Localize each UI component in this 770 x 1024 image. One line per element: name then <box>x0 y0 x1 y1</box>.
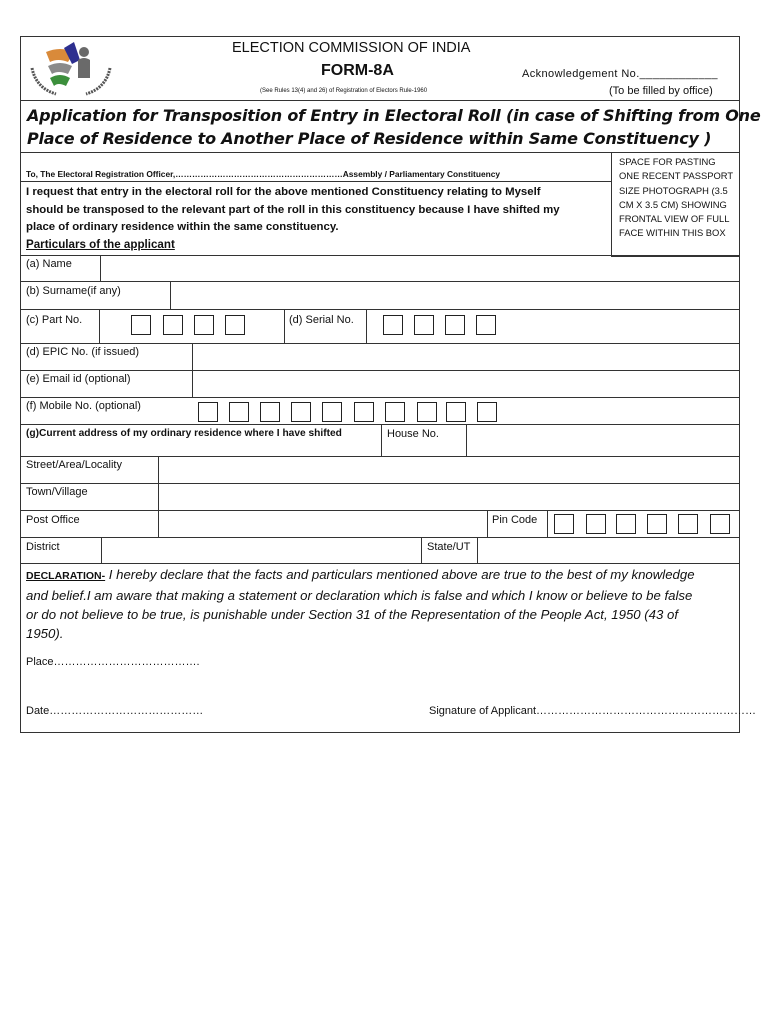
mobile-digit-box[interactable] <box>354 402 374 422</box>
name-field[interactable] <box>101 256 739 280</box>
org-title: ELECTION COMMISSION OF INDIA <box>232 40 471 56</box>
acknowledgement-number[interactable]: Acknowledgement No.____________ <box>522 68 718 80</box>
email-label: (e) Email id (optional) <box>26 373 131 385</box>
house-number-field[interactable] <box>467 425 739 455</box>
state-field[interactable] <box>478 538 739 562</box>
photo-note-line: ONE RECENT PASSPORT <box>619 170 734 182</box>
rules-reference: (See Rules 13(4) and 26) of Registration of Electors Rule-1960 <box>260 88 428 94</box>
declaration-line <box>26 565 738 586</box>
mobile-digit-box[interactable] <box>291 402 311 422</box>
name-label: (a) Name <box>26 258 72 270</box>
declaration-text: I hereby declare that the facts and particulars mentioned above are true to the best of my knowledge <box>105 567 695 582</box>
cell-divider <box>487 510 488 537</box>
district-field[interactable] <box>102 538 420 562</box>
declaration <box>26 565 738 643</box>
request-line: I request that entry in the electoral roll for the above mentioned Constituency relating to Myself <box>26 186 541 198</box>
town-label: Town/Village <box>26 486 88 498</box>
state-label: State/UT <box>427 541 471 553</box>
pin-code-box[interactable] <box>647 514 667 534</box>
email-field[interactable] <box>193 371 739 396</box>
request-line: should be transposed to the relevant part of the roll in this constituency because I have shifted my <box>26 203 560 216</box>
cell-divider <box>421 537 422 563</box>
photo-box-left <box>611 152 612 256</box>
addressee-line: To, The Electoral Registration Officer,……………………………………………………Assembly / Parliamentary Constituency <box>26 169 501 179</box>
mobile-digit-box[interactable] <box>322 402 342 422</box>
form-title-line-1: Application for Transposition of Entry in Electoral Roll (in case of Shifting from One <box>27 106 761 125</box>
post-office-label: Post Office <box>26 514 80 526</box>
town-field[interactable] <box>159 484 739 509</box>
mobile-digit-box[interactable] <box>446 402 466 422</box>
surname-field[interactable] <box>171 282 739 308</box>
part-number-box[interactable] <box>131 315 151 335</box>
district-label: District <box>26 541 60 553</box>
part-number-box[interactable] <box>163 315 183 335</box>
pin-code-box[interactable] <box>586 514 606 534</box>
row-divider <box>20 397 740 398</box>
signature-field[interactable]: Signature of Applicant…………………………………………………… <box>429 705 757 717</box>
office-use-note: (To be filled by office) <box>609 85 713 97</box>
serial-number-box[interactable] <box>414 315 434 335</box>
pin-code-label: Pin Code <box>492 514 538 526</box>
cell-divider <box>99 309 100 343</box>
cell-divider <box>284 309 285 343</box>
street-label: Street/Area/Locality <box>26 459 122 471</box>
street-field[interactable] <box>159 457 739 482</box>
particulars-heading: Particulars of the applicant <box>26 238 175 251</box>
pin-code-box[interactable] <box>616 514 636 534</box>
declaration-line: 1950). <box>26 626 64 641</box>
part-number-box[interactable] <box>225 315 245 335</box>
part-number-box[interactable] <box>194 315 214 335</box>
cell-divider <box>547 510 548 537</box>
serial-number-box[interactable] <box>445 315 465 335</box>
row-divider <box>20 309 740 310</box>
request-statement <box>26 184 560 237</box>
eci-logo <box>28 38 114 98</box>
declaration-line: or do not believe to be true, is punishable under Section 31 of the Representation of the People Act, 1950 (43 of <box>26 607 679 622</box>
house-number-label: House No. <box>387 428 439 440</box>
form-title-line-2: Place of Residence to Another Place of Residence within Same Constituency ) <box>27 129 712 148</box>
form-title <box>27 104 761 150</box>
mobile-digit-box[interactable] <box>417 402 437 422</box>
pin-code-box[interactable] <box>554 514 574 534</box>
mobile-digit-box[interactable] <box>260 402 280 422</box>
mobile-label: (f) Mobile No. (optional) <box>26 400 141 412</box>
mobile-digit-box[interactable] <box>385 402 405 422</box>
mobile-digit-box[interactable] <box>229 402 249 422</box>
serial-number-box[interactable] <box>476 315 496 335</box>
request-line: place of ordinary residence within the same constituency. <box>26 221 339 233</box>
row-divider <box>20 563 740 564</box>
declaration-line: and belief.I am aware that making a statement or declaration which is false and which I know or believe to be false <box>26 588 693 603</box>
mobile-digit-box[interactable] <box>198 402 218 422</box>
form-number: FORM-8A <box>321 62 394 79</box>
header-divider <box>20 100 740 101</box>
mobile-digit-box[interactable] <box>477 402 497 422</box>
surname-label: (b) Surname(if any) <box>26 285 121 297</box>
pin-code-box[interactable] <box>710 514 730 534</box>
photo-note-line: FRONTAL VIEW OF FULL <box>619 213 730 225</box>
photo-note-line: FACE WITHIN THIS BOX <box>619 227 726 239</box>
declaration-heading: DECLARATION- <box>26 570 106 582</box>
epic-number-field[interactable] <box>193 344 739 369</box>
photo-note-line: SPACE FOR PASTING <box>619 156 716 167</box>
addressee-divider <box>20 181 611 182</box>
serial-number-box[interactable] <box>383 315 403 335</box>
place-field[interactable]: Place…………………………………. <box>26 656 200 668</box>
date-field[interactable]: Date…………………………………… <box>26 705 204 717</box>
title-divider <box>20 152 740 153</box>
current-address-label: (g)Current address of my ordinary residence where I have shifted <box>26 428 342 439</box>
photo-note-line: SIZE PHOTOGRAPH (3.5 <box>619 184 728 196</box>
serial-number-label: (d) Serial No. <box>289 314 354 326</box>
photo-note-line: CM X 3.5 CM) SHOWING <box>619 198 727 210</box>
cell-divider <box>381 424 382 456</box>
part-number-label: (c) Part No. <box>26 314 83 326</box>
cell-divider <box>366 309 367 343</box>
photo-placeholder[interactable] <box>619 155 733 241</box>
epic-number-label: (d) EPIC No. (if issued) <box>26 346 140 358</box>
pin-code-box[interactable] <box>678 514 698 534</box>
post-office-field[interactable] <box>159 511 486 536</box>
